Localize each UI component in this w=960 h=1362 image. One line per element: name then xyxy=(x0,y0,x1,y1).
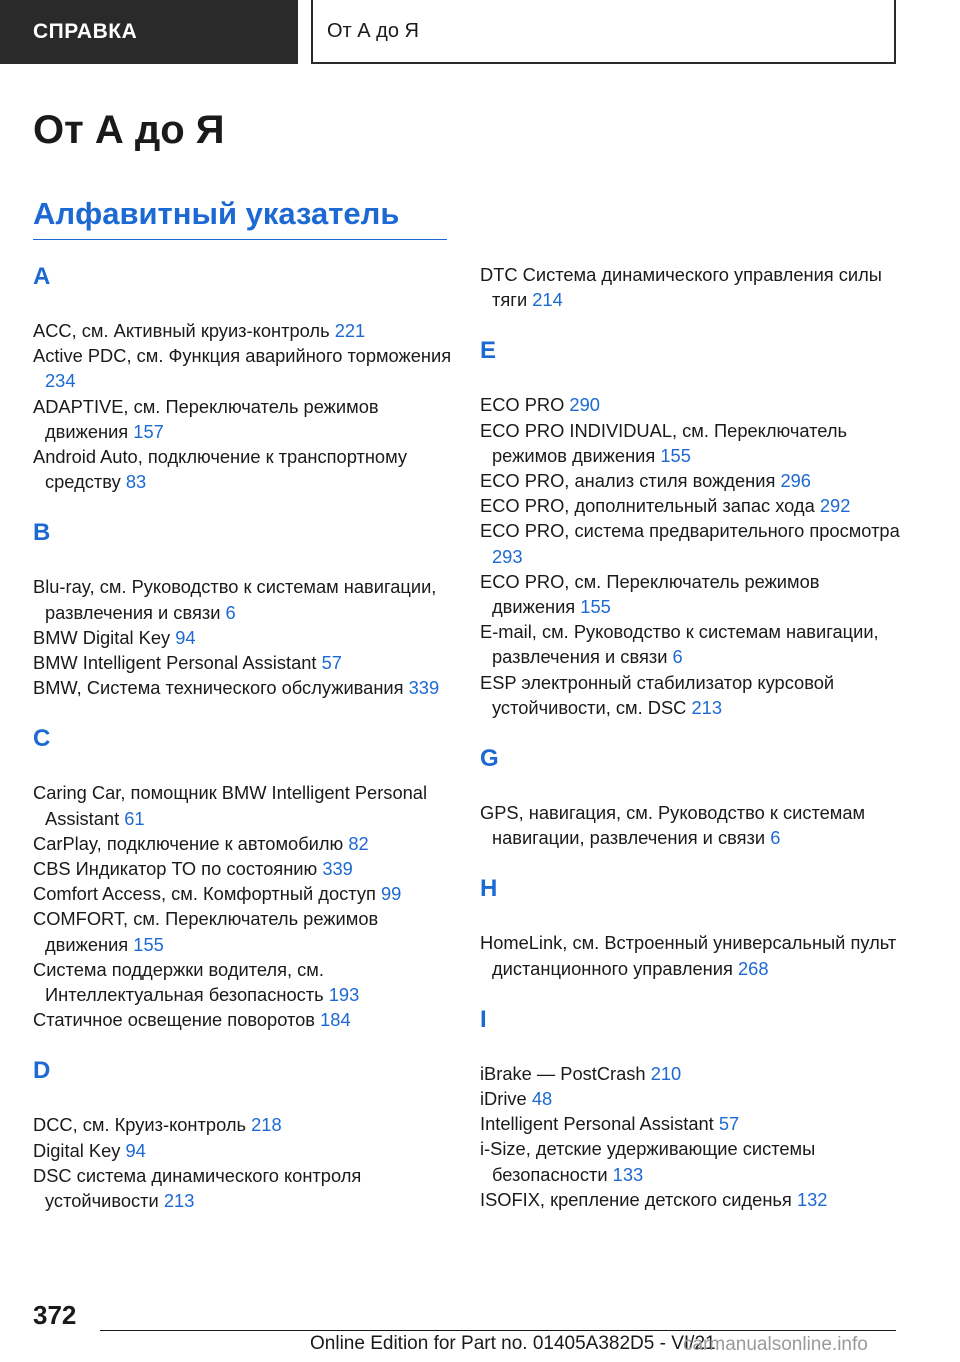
index-page-link[interactable]: 155 xyxy=(660,444,691,466)
index-page-link[interactable]: 218 xyxy=(251,1114,282,1136)
index-entry xyxy=(33,444,453,494)
section-divider xyxy=(33,239,447,240)
index-entries xyxy=(480,262,900,312)
index-letter: E xyxy=(480,337,497,365)
index-entry xyxy=(480,518,900,568)
index-entry xyxy=(480,1111,900,1136)
index-entry xyxy=(33,1138,453,1163)
index-entry-text: DSC система динамического контроля устойчивости xyxy=(33,1164,362,1212)
index-entry-text: Система поддержки водителя, см. Интеллектуальная безопасность xyxy=(33,958,324,1006)
index-entry-text: Статичное освещение поворотов xyxy=(33,1009,316,1031)
index-page-link[interactable]: 157 xyxy=(133,420,164,442)
index-page-link[interactable]: 48 xyxy=(531,1088,553,1110)
index-column-right xyxy=(480,262,900,1236)
index-entry xyxy=(33,574,453,624)
index-page-link[interactable]: 83 xyxy=(125,471,147,493)
section-title: Алфавитный указатель xyxy=(33,196,400,231)
index-entry-text: ECO PRO, система предварительного просмотра xyxy=(480,520,900,542)
header-tab-bar xyxy=(0,0,960,66)
index-entry-text: GPS, навигация, см. Руководство к системам навигации, развлечения и связи xyxy=(480,802,866,849)
index-entries xyxy=(480,1061,900,1212)
index-entry-text: ECO PRO xyxy=(480,394,565,416)
index-entry xyxy=(33,625,453,650)
index-entry-text: CBS Индикатор ТО по состоянию xyxy=(33,858,318,880)
index-entry-text: iDrive xyxy=(480,1088,527,1110)
index-entry xyxy=(480,1061,900,1086)
footer-edition-text: Online Edition for Part no. 01405A382D5 - VI/21 xyxy=(310,1333,716,1354)
index-entries xyxy=(33,318,453,494)
index-group xyxy=(480,262,900,312)
section-tab[interactable]: СПРАВКА xyxy=(0,0,298,64)
index-page-link[interactable]: 292 xyxy=(819,495,851,517)
index-entry xyxy=(33,780,453,830)
index-entry-text: Active PDC, см. Функция аварийного торможения xyxy=(33,345,452,367)
index-letter: A xyxy=(33,263,51,290)
index-page-link[interactable]: 94 xyxy=(175,626,196,648)
footer-divider xyxy=(100,1330,896,1331)
index-entry-text: i-Size, детские удерживающие системы безопасности xyxy=(480,1138,816,1185)
index-entry xyxy=(480,800,900,850)
index-entry-text: ISOFIX, крепление детского сиденья xyxy=(480,1188,792,1210)
index-entry xyxy=(480,930,900,980)
index-entry-text: HomeLink, см. Встроенный универсальный пульт дистанционного управления xyxy=(480,932,897,979)
index-entry-text: ADAPTIVE, см. Переключатель режимов движения xyxy=(33,395,379,442)
index-entry xyxy=(480,418,900,468)
index-entry-text: CarPlay, подключение к автомобилю xyxy=(33,832,344,854)
index-page-link[interactable]: 213 xyxy=(691,696,722,718)
index-entry-text: DTC Система динамического управления силы тяги xyxy=(480,264,882,311)
index-entry xyxy=(480,1086,900,1111)
index-entries xyxy=(33,780,453,1032)
page-number: 372 xyxy=(33,1300,77,1330)
index-entry-text: E-mail, см. Руководство к системам навигации, развлечения и связи xyxy=(480,621,879,668)
index-group xyxy=(33,1056,453,1213)
index-entry xyxy=(33,394,453,444)
index-entry xyxy=(480,1187,900,1212)
index-page-link[interactable]: 155 xyxy=(133,933,164,955)
index-entry-text: BMW Intelligent Personal Assistant xyxy=(33,652,317,674)
index-page-link[interactable]: 268 xyxy=(737,957,769,979)
index-entry-text: Comfort Access, см. Комфортный доступ xyxy=(33,883,376,905)
index-entry xyxy=(33,650,453,675)
index-page-link[interactable]: 293 xyxy=(492,545,523,567)
index-page-link[interactable]: 57 xyxy=(718,1113,740,1135)
index-page-link[interactable]: 82 xyxy=(348,832,369,854)
index-page-link[interactable]: 290 xyxy=(569,394,600,416)
index-page-link[interactable]: 210 xyxy=(650,1062,682,1084)
index-entry xyxy=(480,619,900,669)
index-entry xyxy=(480,1136,900,1186)
index-page-link[interactable]: 61 xyxy=(124,807,145,829)
index-entry-text: ECO PRO INDIVIDUAL, см. Переключатель режимов движения xyxy=(480,419,848,466)
index-group xyxy=(33,262,453,494)
index-entries xyxy=(480,800,900,850)
index-group xyxy=(33,724,453,1032)
index-page-link[interactable]: 155 xyxy=(580,596,611,618)
index-entries xyxy=(480,930,900,980)
index-entries xyxy=(33,574,453,700)
index-page-link[interactable]: 339 xyxy=(322,858,353,880)
index-entry xyxy=(33,1007,453,1032)
index-entry-text: Intelligent Personal Assistant xyxy=(480,1113,714,1135)
index-entry xyxy=(33,881,453,906)
index-column-left xyxy=(33,262,453,1237)
index-page-link[interactable]: 213 xyxy=(163,1190,195,1212)
index-entry xyxy=(480,468,900,493)
index-entry-text: ECO PRO, дополнительный запас хода xyxy=(480,495,815,517)
index-letter: D xyxy=(33,1057,51,1085)
index-entry-text: COMFORT, см. Переключатель режимов движения xyxy=(33,908,379,955)
index-entry-text: Blu-ray, см. Руководство к системам навигации, развлечения и связи xyxy=(33,576,437,623)
index-entry xyxy=(33,957,453,1007)
index-letter: C xyxy=(33,725,51,753)
index-entry-text: ESP электронный стабилизатор курсовой устойчивости, см. DSC xyxy=(480,671,835,718)
index-entry xyxy=(33,906,453,956)
watermark: carmanualsonline.info xyxy=(683,1334,868,1355)
index-entry xyxy=(33,1112,453,1137)
index-entry xyxy=(480,493,900,518)
index-entry xyxy=(480,569,900,619)
index-page-link[interactable]: 184 xyxy=(320,1009,351,1031)
index-entries xyxy=(480,392,900,720)
index-letter: B xyxy=(33,519,51,547)
index-entry xyxy=(33,1163,453,1213)
index-page-link[interactable]: 234 xyxy=(45,370,76,392)
index-letter: I xyxy=(480,1005,487,1033)
index-entry-text: ECO PRO, см. Переключатель режимов движения xyxy=(480,570,820,618)
index-group xyxy=(480,1005,900,1212)
index-page-link[interactable]: 193 xyxy=(328,984,360,1006)
index-letter: H xyxy=(480,875,498,903)
index-page-link[interactable]: 57 xyxy=(321,652,342,674)
index-entry-text: BMW Digital Key xyxy=(33,626,171,648)
index-entry-text: ACC, см. Активный круиз-контроль xyxy=(33,320,330,341)
index-entry xyxy=(480,670,900,720)
index-entries xyxy=(33,1112,453,1213)
index-entry xyxy=(480,262,900,312)
index-group xyxy=(33,518,453,700)
index-entry-text: BMW, Система технического обслуживания xyxy=(33,677,404,699)
index-entry-text: iBrake — PostCrash xyxy=(480,1062,646,1084)
index-page-link[interactable]: 6 xyxy=(770,827,781,849)
page-title: От А до Я xyxy=(33,108,225,152)
index-page-link[interactable]: 133 xyxy=(612,1163,644,1185)
index-entry xyxy=(33,318,453,343)
index-page-link[interactable]: 221 xyxy=(334,320,366,341)
index-entry xyxy=(33,675,453,700)
index-page-link[interactable]: 214 xyxy=(532,289,563,311)
index-page-link[interactable]: 132 xyxy=(796,1188,828,1210)
index-page-link[interactable]: 6 xyxy=(225,601,236,623)
index-entry-text: Android Auto, подключение к транспортному средству xyxy=(33,446,408,493)
index-page-link[interactable]: 94 xyxy=(125,1139,146,1161)
index-entry xyxy=(33,831,453,856)
index-letter: G xyxy=(480,745,499,773)
index-group xyxy=(480,744,900,850)
index-entry-text: DCC, см. Круиз-контроль xyxy=(33,1114,247,1136)
index-entry xyxy=(33,343,453,393)
index-entry xyxy=(33,856,453,881)
index-page-link[interactable]: 296 xyxy=(780,470,811,492)
chapter-tab[interactable]: От А до Я xyxy=(311,0,896,64)
index-group xyxy=(480,874,900,980)
index-page-link[interactable]: 6 xyxy=(672,646,683,668)
index-entry-text: ECO PRO, анализ стиля вождения xyxy=(480,470,776,492)
index-entry-text: Caring Car, помощник BMW Intelligent Personal Assistant xyxy=(33,782,428,829)
index-group xyxy=(480,336,900,720)
index-entry-text: Digital Key xyxy=(33,1139,121,1161)
index-entry xyxy=(480,392,900,417)
index-page-link[interactable]: 339 xyxy=(408,677,440,699)
index-page-link[interactable]: 99 xyxy=(380,883,402,905)
